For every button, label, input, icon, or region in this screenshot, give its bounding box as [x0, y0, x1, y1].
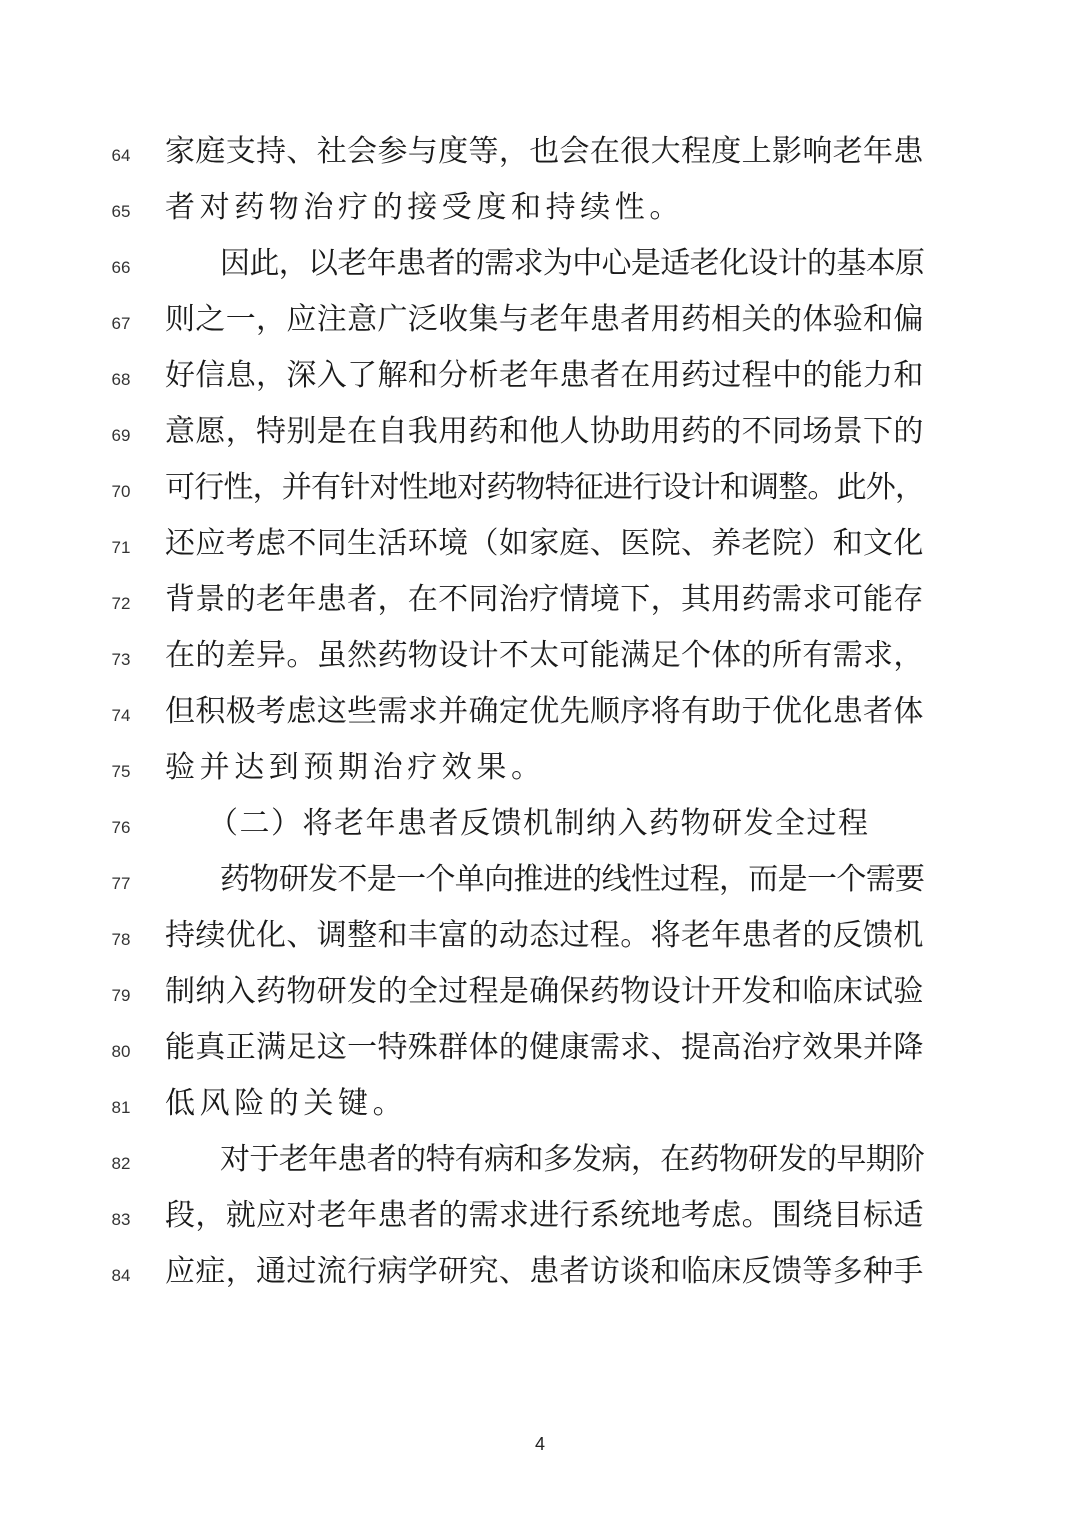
text-line — [0, 1080, 1080, 1136]
line-text: 者对药物治疗的接受度和持续性。 — [165, 190, 684, 225]
text-line — [0, 576, 1080, 632]
line-number: 77 — [111, 874, 131, 893]
line-number: 82 — [111, 1154, 131, 1173]
line-text: 还应考虑不同生活环境（如家庭、医院、养老院）和文化 — [165, 526, 924, 561]
line-number: 79 — [111, 986, 131, 1005]
line-number: 78 — [111, 930, 131, 949]
text-line — [0, 128, 1080, 184]
line-number: 83 — [111, 1210, 131, 1229]
line-number: 75 — [111, 762, 131, 781]
line-number: 80 — [111, 1042, 131, 1061]
line-number: 69 — [111, 426, 131, 445]
line-text: 持续优化、调整和丰富的动态过程。将老年患者的反馈机 — [165, 918, 924, 953]
text-line — [0, 856, 1080, 912]
line-number: 68 — [111, 370, 131, 389]
line-text: 验并达到预期治疗效果。 — [165, 750, 546, 785]
text-line — [0, 688, 1080, 744]
line-text: 在的差异。虽然药物设计不太可能满足个体的所有需求， — [165, 638, 924, 673]
text-line — [0, 1024, 1080, 1080]
line-text: 能真正满足这一特殊群体的健康需求、提高治疗效果并降 — [165, 1030, 924, 1065]
line-number: 70 — [111, 482, 131, 501]
line-text: 则之一，应注意广泛收集与老年患者用药相关的体验和偏 — [165, 302, 924, 337]
line-text: 因此，以老年患者的需求为中心是适老化设计的基本原 — [220, 246, 925, 281]
line-number: 72 — [111, 594, 131, 613]
text-line — [0, 184, 1080, 240]
text-line — [0, 912, 1080, 968]
text-line — [0, 240, 1080, 296]
text-line — [0, 352, 1080, 408]
text-line — [0, 296, 1080, 352]
line-number: 65 — [111, 202, 131, 221]
line-text: 低风险的关键。 — [165, 1086, 408, 1121]
section-heading: （二）将老年患者反馈机制纳入药物研发全过程 — [208, 806, 870, 841]
text-line — [0, 1136, 1080, 1192]
text-line — [0, 1248, 1080, 1304]
line-text: 制纳入药物研发的全过程是确保药物设计开发和临床试验 — [165, 974, 924, 1009]
line-number: 73 — [111, 650, 131, 669]
line-text: 好信息，深入了解和分析老年患者在用药过程中的能力和 — [165, 358, 924, 393]
line-text: 对于老年患者的特有病和多发病，在药物研发的早期阶 — [220, 1142, 925, 1177]
line-text: 意愿，特别是在自我用药和他人协助用药的不同场景下的 — [165, 414, 924, 449]
line-text: 背景的老年患者，在不同治疗情境下，其用药需求可能存 — [165, 582, 924, 617]
text-line — [0, 632, 1080, 688]
line-number: 64 — [111, 146, 131, 165]
line-number: 84 — [111, 1266, 131, 1285]
text-line — [0, 968, 1080, 1024]
text-line — [0, 744, 1080, 800]
line-text: 家庭支持、社会参与度等，也会在很大程度上影响老年患 — [165, 134, 924, 169]
line-number: 71 — [111, 538, 131, 557]
text-line — [0, 408, 1080, 464]
page-number: 4 — [534, 1434, 545, 1454]
text-line — [0, 464, 1080, 520]
text-line — [0, 520, 1080, 576]
line-number: 67 — [111, 314, 131, 333]
line-text: 段，就应对老年患者的需求进行系统地考虑。围绕目标适 — [165, 1198, 924, 1233]
line-text: 但积极考虑这些需求并确定优先顺序将有助于优化患者体 — [165, 694, 924, 729]
line-number: 81 — [111, 1098, 131, 1117]
line-text: 药物研发不是一个单向推进的线性过程，而是一个需要 — [220, 862, 925, 897]
line-text: 可行性，并有针对性地对药物特征进行设计和调整。此外， — [165, 470, 925, 505]
line-number: 66 — [111, 258, 131, 277]
text-line — [0, 800, 1080, 856]
text-line — [0, 1192, 1080, 1248]
line-text: 应症，通过流行病学研究、患者访谈和临床反馈等多种手 — [165, 1254, 924, 1289]
line-number: 74 — [111, 706, 131, 725]
line-number: 76 — [111, 818, 131, 837]
